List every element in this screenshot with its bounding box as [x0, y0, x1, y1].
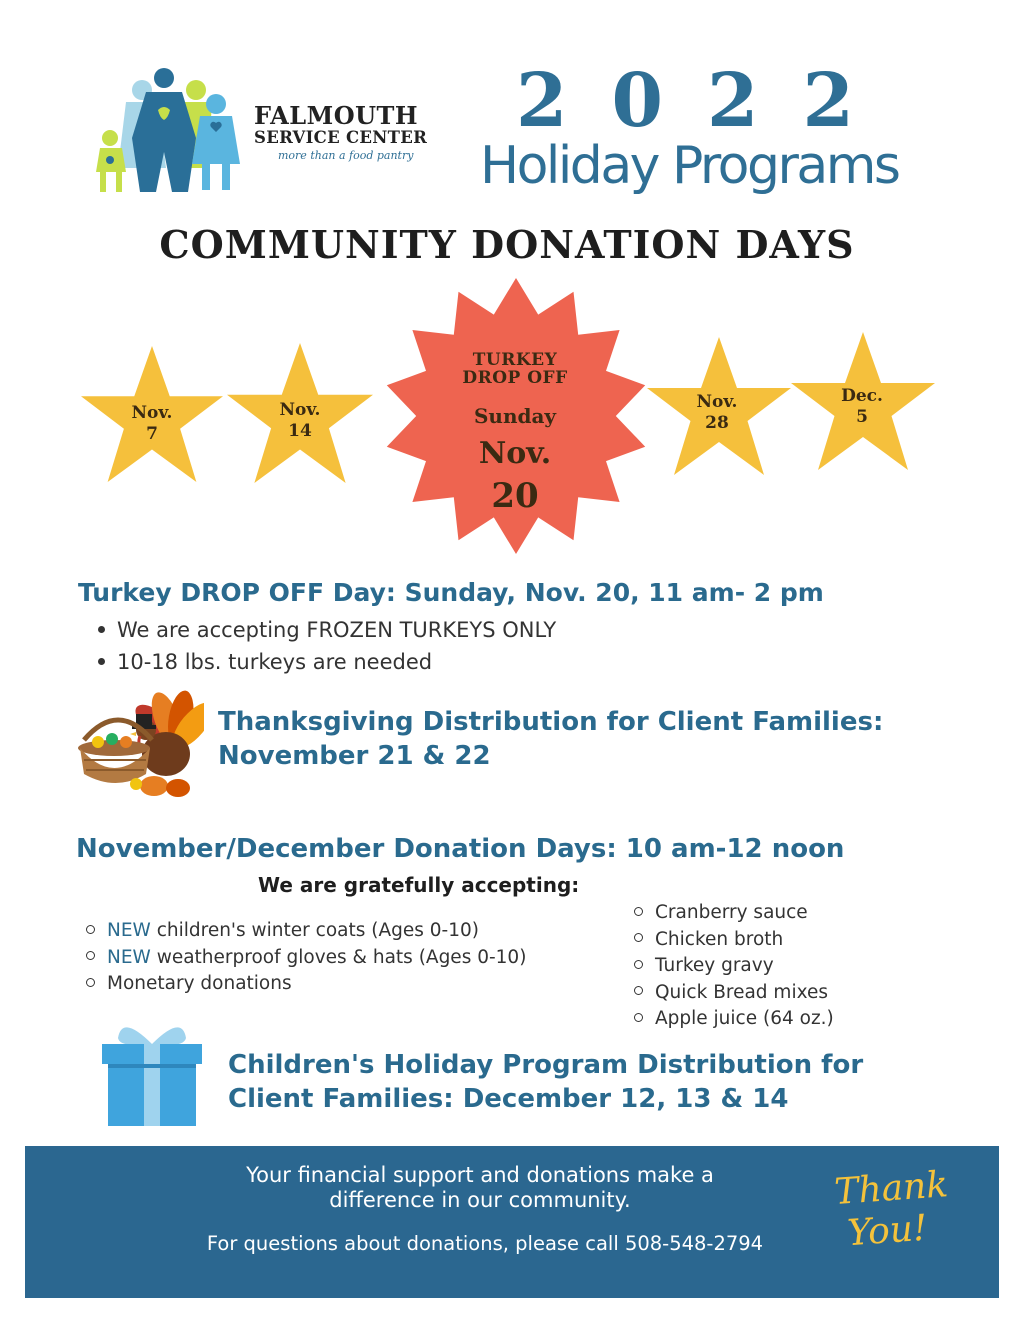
accepting-subheading: We are gratefully accepting: — [258, 873, 580, 897]
burst-date: 20 — [491, 476, 539, 516]
turkey-bullet: We are accepting FROZEN TURKEYS ONLY — [98, 618, 556, 642]
year-heading: 2022 — [516, 58, 898, 144]
thank-you-text: Thank You! — [833, 1164, 950, 1255]
page-title: Holiday Programs — [480, 136, 899, 196]
list-item: NEW children's winter coats (Ages 0-10) — [86, 918, 526, 945]
banner-message: Your financial support and donations make a difference in our community. — [246, 1163, 714, 1213]
donation-days-heading: November/December Donation Days: 10 am-12 noon — [76, 834, 845, 864]
list-item: Cranberry sauce — [634, 900, 834, 927]
star-nov-7-label: Nov. 7 — [131, 403, 173, 445]
falmouth-logo-icon — [96, 68, 256, 196]
burst-month: Nov. — [478, 436, 552, 471]
list-item: Turkey gravy — [634, 953, 834, 980]
logo-name — [254, 101, 428, 162]
logo-tagline: more than a food pantry — [278, 148, 414, 162]
list-item: Quick Bread mixes — [634, 980, 834, 1007]
turkey-basket-icon — [74, 684, 204, 800]
donation-list-left — [86, 918, 526, 998]
turkey-bullet: 10-18 lbs. turkeys are needed — [98, 650, 432, 674]
donation-list-right — [634, 900, 834, 1033]
star-nov-14-label: Nov. 14 — [279, 400, 321, 442]
list-item: Apple juice (64 oz.) — [634, 1006, 834, 1033]
burst-day: Sunday — [473, 404, 557, 428]
star-dec-5-label: Dec. 5 — [841, 386, 883, 428]
burst-title: TURKEY DROP OFF — [462, 350, 568, 388]
turkey-drop-off-heading: Turkey DROP OFF Day: Sunday, Nov. 20, 11 am- 2 pm — [78, 578, 824, 607]
thanksgiving-distribution-heading: Thanksgiving Distribution for Client Families: November 21 & 22 — [218, 707, 884, 771]
logo-name-line2: SERVICE CENTER — [254, 128, 428, 147]
list-item: Chicken broth — [634, 927, 834, 954]
list-item: Monetary donations — [86, 971, 526, 998]
section-title: COMMUNITY DONATION DAYS — [159, 222, 855, 267]
banner-contact: For questions about donations, please call 508-548-2794 — [206, 1232, 764, 1255]
list-item: NEW weatherproof gloves & hats (Ages 0-10) — [86, 945, 526, 972]
star-nov-28-label: Nov. 28 — [696, 392, 738, 434]
gift-box-icon — [100, 1016, 204, 1128]
logo-name-line1: FALMOUTH — [254, 101, 419, 130]
childrens-program-heading: Children's Holiday Program Distribution for Client Families: December 12, 13 & 14 — [228, 1050, 864, 1114]
